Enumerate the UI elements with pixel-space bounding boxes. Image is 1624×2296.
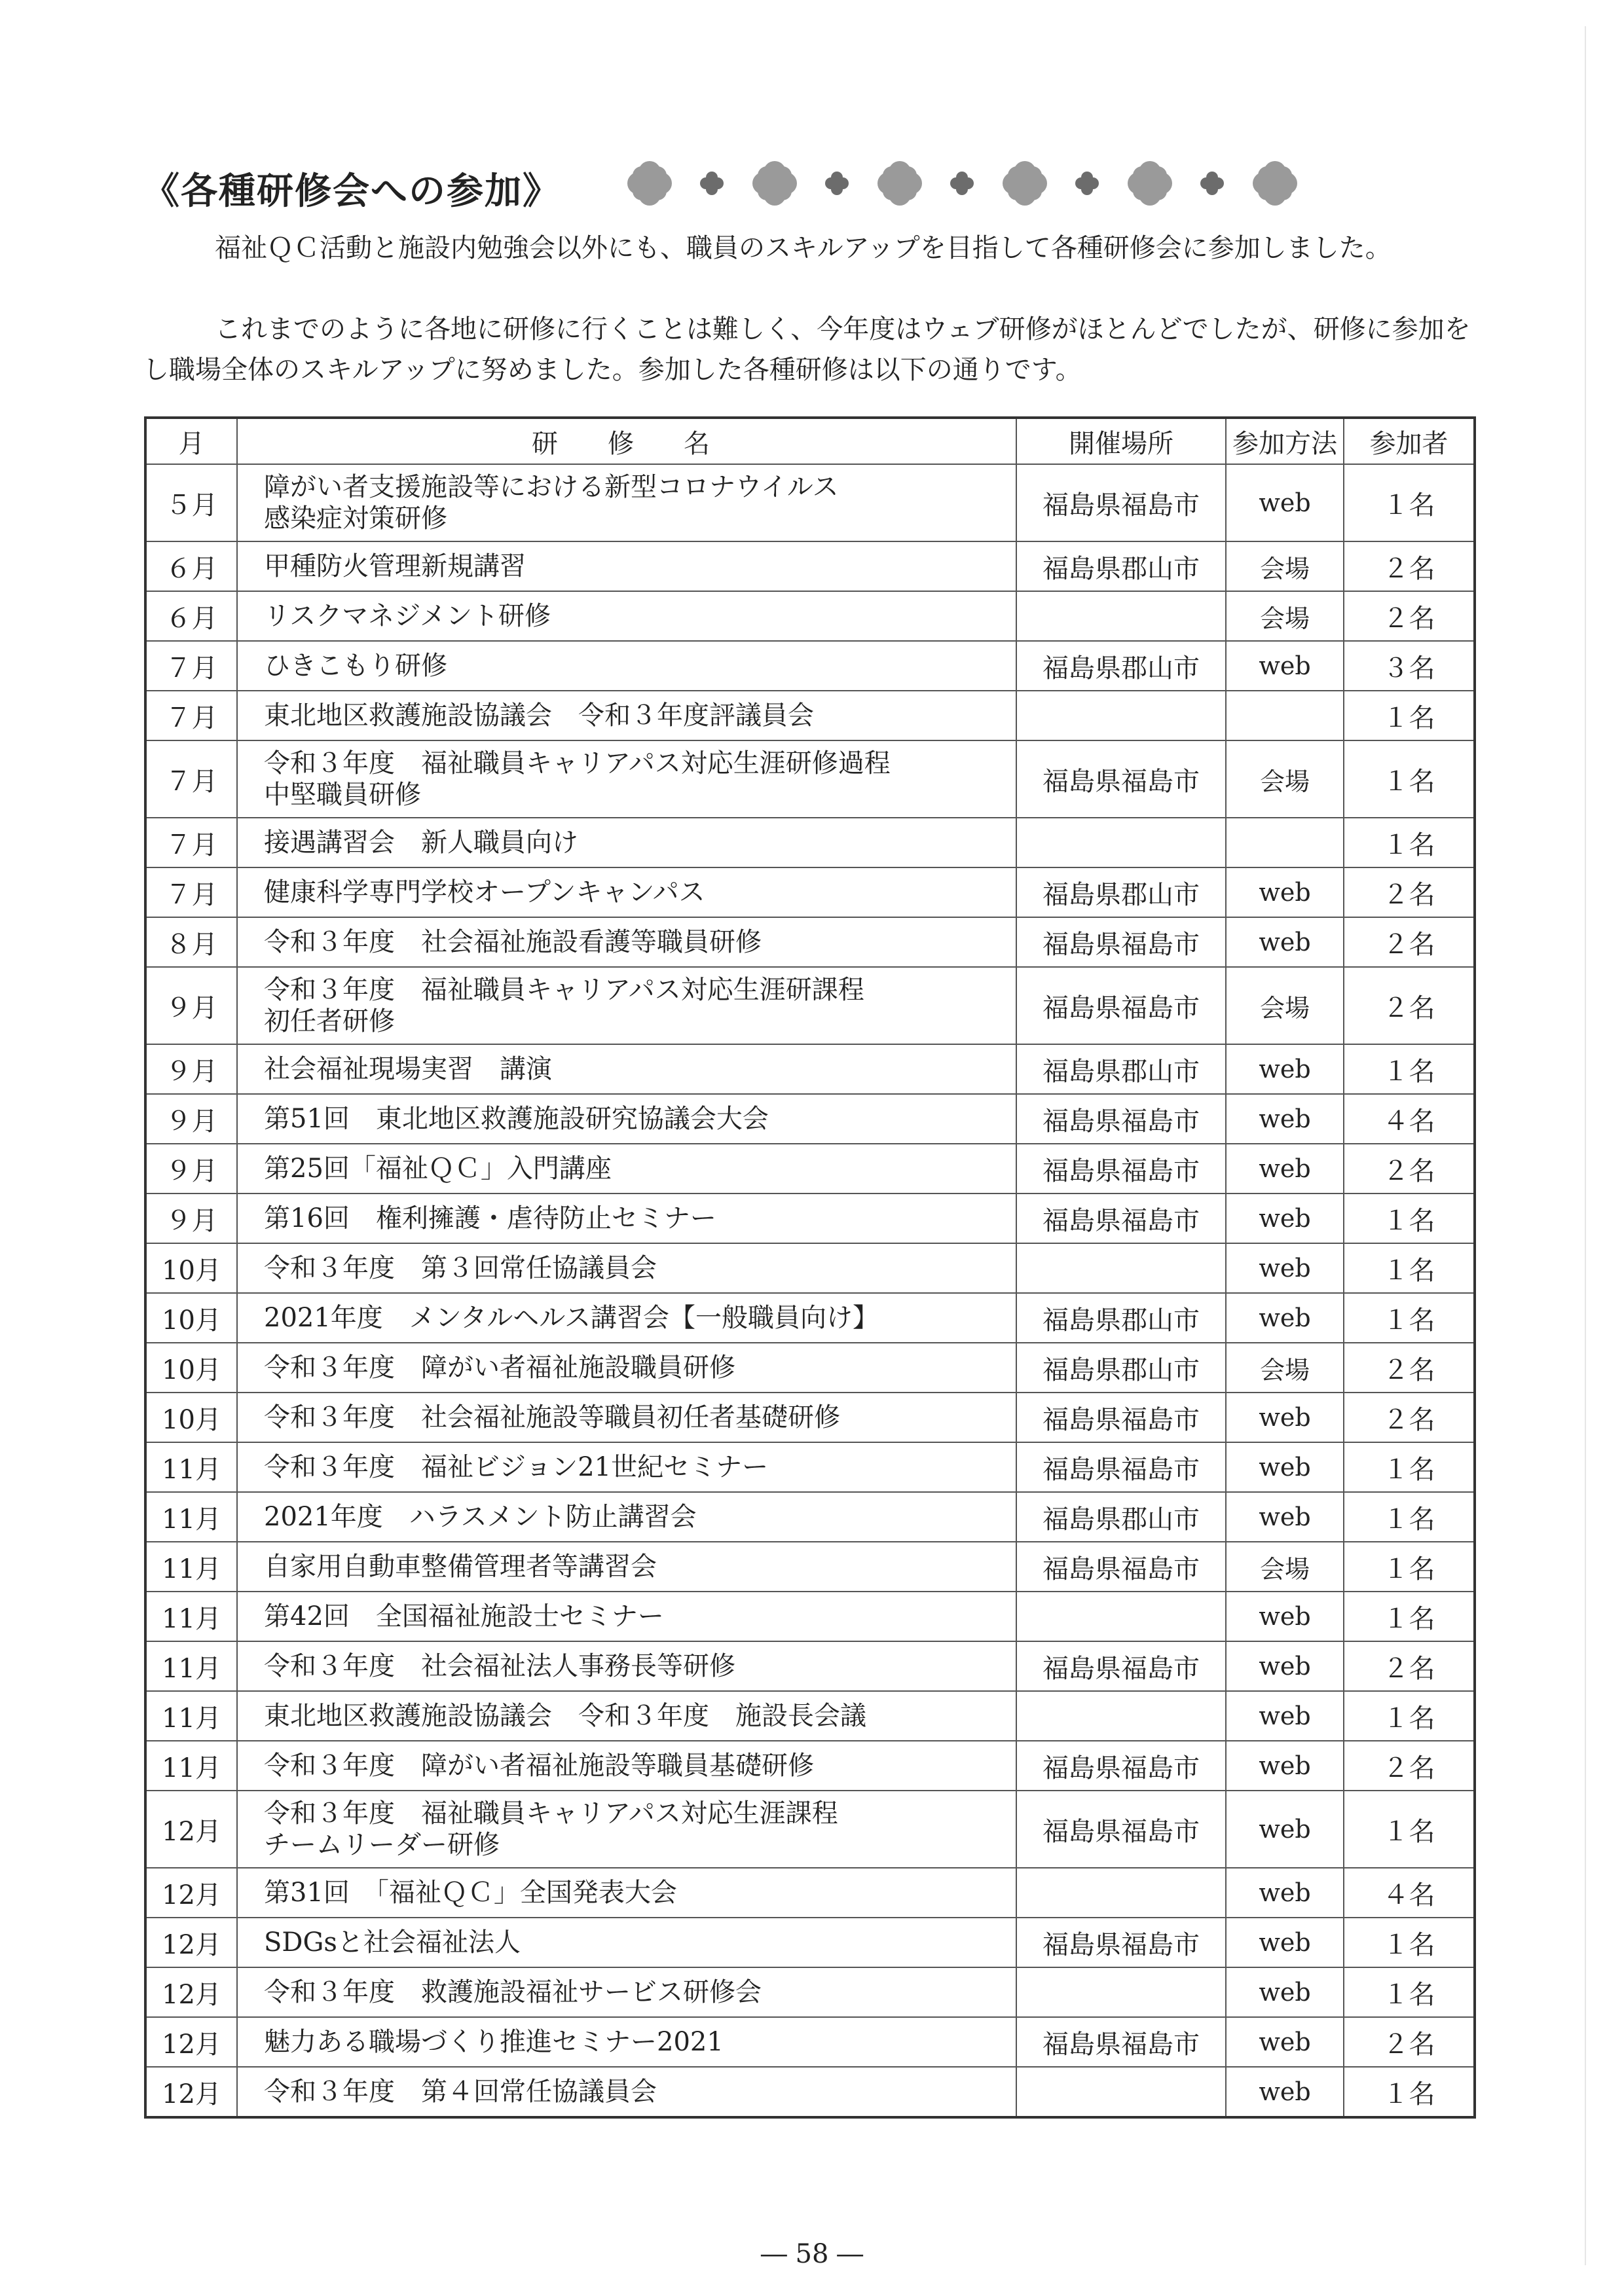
cell-venue [1016, 1691, 1226, 1741]
cell-participants: １名 [1344, 1791, 1475, 1868]
cell-venue: 福島県福島市 [1016, 464, 1226, 541]
cell-venue: 福島県郡山市 [1016, 1293, 1226, 1343]
training-name-line: 第25回「福祉ＱＣ」入門講座 [264, 1154, 612, 1184]
cell-method: web [1226, 1144, 1344, 1194]
cell-participants: ２名 [1344, 1343, 1475, 1393]
cell-training-name [237, 1592, 1016, 1641]
cell-method: 会場 [1226, 1542, 1344, 1592]
cell-training-name [237, 1442, 1016, 1492]
header-participants: 参加者 [1344, 418, 1475, 464]
cell-month: 12月 [145, 1868, 237, 1918]
cell-month: 10月 [145, 1343, 237, 1393]
table-row [145, 1868, 1475, 1918]
header-method: 参加方法 [1226, 418, 1344, 464]
cell-method: web [1226, 1868, 1344, 1918]
cell-method: web [1226, 1967, 1344, 2017]
table-row [145, 1791, 1475, 1868]
cell-method: 会場 [1226, 967, 1344, 1044]
cell-training-name [237, 740, 1016, 818]
cell-venue: 福島県郡山市 [1016, 867, 1226, 917]
cell-training-name [237, 464, 1016, 541]
training-name-line: 魅力ある職場づくり推進セミナー2021 [264, 2027, 724, 2057]
training-name-line: 障がい者支援施設等における新型コロナウイルス [264, 472, 839, 502]
cell-venue: 福島県福島市 [1016, 1194, 1226, 1243]
cell-method: web [1226, 1293, 1344, 1343]
training-name-line: 中堅職員研修 [264, 780, 421, 810]
cell-month: 11月 [145, 1442, 237, 1492]
cell-month: 11月 [145, 1592, 237, 1641]
cell-month: ７月 [145, 867, 237, 917]
table-row [145, 1094, 1475, 1144]
table-row [145, 1343, 1475, 1393]
training-name-line: 健康科学専門学校オープンキャンパス [264, 877, 705, 907]
table-row [145, 867, 1475, 917]
cell-month: ９月 [145, 1044, 237, 1094]
cell-training-name [237, 818, 1016, 867]
cell-month: 11月 [145, 1691, 237, 1741]
cell-participants: １名 [1344, 1967, 1475, 2017]
cell-training-name [237, 1144, 1016, 1194]
training-name-line: チームリーダー研修 [264, 1830, 500, 1860]
table-row [145, 1393, 1475, 1442]
training-name-line: 2021年度 メンタルヘルス講習会【一般職員向け】 [264, 1303, 879, 1333]
cell-training-name [237, 1542, 1016, 1592]
training-name-line: 令和３年度 社会福祉施設看護等職員研修 [264, 927, 762, 957]
clover-icon [1003, 161, 1047, 206]
cell-training-name [237, 1243, 1016, 1293]
asterisk-icon [825, 172, 849, 195]
table-row [145, 740, 1475, 818]
cell-participants: ２名 [1344, 917, 1475, 967]
cell-month: ９月 [145, 967, 237, 1044]
asterisk-icon [700, 172, 724, 195]
header-month: 月 [145, 418, 237, 464]
cell-method [1226, 818, 1344, 867]
training-name-line: 令和３年度 社会福祉施設等職員初任者基礎研修 [264, 1402, 840, 1432]
table-row [145, 1044, 1475, 1094]
cell-month: 10月 [145, 1293, 237, 1343]
clover-icon [627, 161, 672, 206]
cell-method: web [1226, 1044, 1344, 1094]
training-name-line: 第31回 「福祉ＱＣ」全国発表大会 [264, 1878, 677, 1908]
cell-month: 12月 [145, 1791, 237, 1868]
table-row [145, 818, 1475, 867]
training-name-line: 第51回 東北地区救護施設研究協議会大会 [264, 1104, 769, 1134]
training-name-line: 東北地区救護施設協議会 令和３年度 施設長会議 [264, 1701, 866, 1731]
cell-month: 11月 [145, 1741, 237, 1791]
table-row [145, 691, 1475, 740]
cell-month: 10月 [145, 1243, 237, 1293]
cell-method: web [1226, 1492, 1344, 1542]
table-row [145, 917, 1475, 967]
training-name-line: 感染症対策研修 [264, 503, 447, 534]
cell-participants: １名 [1344, 1691, 1475, 1741]
cell-venue: 福島県郡山市 [1016, 1044, 1226, 1094]
page-edge-line [1585, 26, 1586, 2265]
training-name-line: 2021年度 ハラスメント防止講習会 [264, 1502, 697, 1532]
cell-training-name [237, 1741, 1016, 1791]
cell-training-name [237, 1791, 1016, 1868]
cell-training-name [237, 1343, 1016, 1393]
cell-method: web [1226, 1243, 1344, 1293]
training-name-line: SDGsと社会福祉法人 [264, 1927, 521, 1958]
cell-method: web [1226, 1791, 1344, 1868]
cell-training-name [237, 917, 1016, 967]
cell-venue: 福島県福島市 [1016, 2017, 1226, 2067]
table-row [145, 2067, 1475, 2117]
cell-training-name [237, 541, 1016, 591]
intro-paragraph-1: 福祉ＱＣ活動と施設内勉強会以外にも、職員のスキルアップを目指して各種研修会に参加しました。 [215, 233, 1392, 263]
table-row [145, 1967, 1475, 2017]
cell-month: 12月 [145, 2067, 237, 2117]
cell-participants: １名 [1344, 2067, 1475, 2117]
cell-month: 10月 [145, 1393, 237, 1442]
clover-decoration [616, 145, 1349, 217]
cell-month: 12月 [145, 2017, 237, 2067]
cell-venue: 福島県福島市 [1016, 1542, 1226, 1592]
cell-method: web [1226, 2067, 1344, 2117]
cell-training-name [237, 1293, 1016, 1343]
cell-method: web [1226, 641, 1344, 691]
cell-method: web [1226, 1691, 1344, 1741]
cell-participants: １名 [1344, 1243, 1475, 1293]
cell-venue: 福島県福島市 [1016, 1442, 1226, 1492]
cell-venue [1016, 691, 1226, 740]
cell-participants: ２名 [1344, 541, 1475, 591]
cell-venue: 福島県郡山市 [1016, 1492, 1226, 1542]
cell-training-name [237, 2017, 1016, 2067]
cell-venue: 福島県福島市 [1016, 1393, 1226, 1442]
cell-training-name [237, 2067, 1016, 2117]
cell-participants: ２名 [1344, 591, 1475, 641]
cell-training-name [237, 591, 1016, 641]
training-name-line: 令和３年度 福祉職員キャリアパス対応生涯課程 [264, 1798, 838, 1829]
training-name-line: ひきこもり研修 [264, 651, 447, 681]
table-row [145, 641, 1475, 691]
cell-month: ６月 [145, 541, 237, 591]
cell-participants: １名 [1344, 1592, 1475, 1641]
cell-method: web [1226, 1741, 1344, 1791]
cell-method: web [1226, 1592, 1344, 1641]
cell-venue: 福島県福島市 [1016, 967, 1226, 1044]
cell-month: 11月 [145, 1542, 237, 1592]
cell-venue: 福島県福島市 [1016, 1741, 1226, 1791]
cell-venue: 福島県福島市 [1016, 1094, 1226, 1144]
cell-training-name [237, 1918, 1016, 1967]
table-row [145, 1144, 1475, 1194]
cell-month: ９月 [145, 1144, 237, 1194]
clover-icon [752, 161, 797, 206]
training-name-line: 社会福祉現場実習 講演 [264, 1054, 552, 1084]
cell-month: 11月 [145, 1492, 237, 1542]
cell-month: ８月 [145, 917, 237, 967]
cell-method [1226, 691, 1344, 740]
training-name-line: 令和３年度 障がい者福祉施設等職員基礎研修 [264, 1751, 814, 1781]
page-number: ― 58 ― [760, 2239, 864, 2269]
training-name-line: 東北地区救護施設協議会 令和３年度評議員会 [264, 701, 814, 731]
cell-training-name [237, 867, 1016, 917]
clover-icon [1128, 161, 1172, 206]
table-row [145, 1542, 1475, 1592]
table-row [145, 464, 1475, 541]
training-name-line: 令和３年度 救護施設福祉サービス研修会 [264, 1977, 762, 2007]
cell-participants: ３名 [1344, 641, 1475, 691]
cell-venue [1016, 1592, 1226, 1641]
cell-month: ７月 [145, 740, 237, 818]
table-row [145, 1243, 1475, 1293]
cell-participants: １名 [1344, 1044, 1475, 1094]
cell-participants: ２名 [1344, 1393, 1475, 1442]
section-heading: 《各種研修会への参加》 [143, 170, 561, 213]
table-row [145, 1918, 1475, 1967]
training-name-line: 令和３年度 第３回常任協議員会 [264, 1253, 657, 1283]
training-name-line: 令和３年度 社会福祉法人事務長等研修 [264, 1651, 735, 1681]
training-name-line: 令和３年度 福祉職員キャリアパス対応生涯研課程 [264, 975, 864, 1005]
training-name-line: 令和３年度 福祉ビジョン21世紀セミナー [264, 1452, 769, 1482]
cell-method: web [1226, 1393, 1344, 1442]
cell-month: 11月 [145, 1641, 237, 1691]
clover-icon [1253, 161, 1297, 206]
training-name-line: 初任者研修 [264, 1006, 395, 1036]
cell-participants: １名 [1344, 818, 1475, 867]
cell-participants: ２名 [1344, 2017, 1475, 2067]
training-name-line: 令和３年度 障がい者福祉施設職員研修 [264, 1353, 735, 1383]
training-name-line: 自家用自動車整備管理者等講習会 [264, 1552, 657, 1582]
header-venue: 開催場所 [1016, 418, 1226, 464]
training-name-line: 第42回 全国福祉施設士セミナー [264, 1601, 664, 1631]
cell-month: ６月 [145, 591, 237, 641]
asterisk-icon [950, 172, 974, 195]
cell-venue: 福島県福島市 [1016, 1918, 1226, 1967]
cell-venue [1016, 2067, 1226, 2117]
table-row [145, 1691, 1475, 1741]
cell-method: 会場 [1226, 1343, 1344, 1393]
cell-venue: 福島県福島市 [1016, 740, 1226, 818]
cell-training-name [237, 691, 1016, 740]
training-name-line: 甲種防火管理新規講習 [264, 551, 526, 581]
cell-participants: １名 [1344, 1542, 1475, 1592]
table-row [145, 1492, 1475, 1542]
cell-venue: 福島県郡山市 [1016, 641, 1226, 691]
cell-method: web [1226, 1194, 1344, 1243]
cell-training-name [237, 1492, 1016, 1542]
cell-training-name [237, 1044, 1016, 1094]
cell-participants: １名 [1344, 1918, 1475, 1967]
cell-venue: 福島県郡山市 [1016, 1343, 1226, 1393]
training-name-line: リスクマネジメント研修 [264, 601, 551, 631]
cell-method: web [1226, 1641, 1344, 1691]
table-row [145, 1641, 1475, 1691]
table-row [145, 591, 1475, 641]
cell-participants: ４名 [1344, 1094, 1475, 1144]
training-table [144, 416, 1476, 2119]
clover-icon [877, 161, 922, 206]
cell-method: web [1226, 1442, 1344, 1492]
training-name-line: 令和３年度 福祉職員キャリアパス対応生涯研修過程 [264, 748, 891, 778]
cell-method: 会場 [1226, 541, 1344, 591]
cell-participants: ２名 [1344, 867, 1475, 917]
table-row [145, 967, 1475, 1044]
cell-method: web [1226, 464, 1344, 541]
cell-method: web [1226, 917, 1344, 967]
cell-month: ７月 [145, 641, 237, 691]
training-name-line: 令和３年度 第４回常任協議員会 [264, 2077, 657, 2107]
cell-participants: ２名 [1344, 1641, 1475, 1691]
cell-month: ７月 [145, 691, 237, 740]
cell-method: 会場 [1226, 591, 1344, 641]
cell-training-name [237, 1691, 1016, 1741]
cell-venue: 福島県郡山市 [1016, 541, 1226, 591]
cell-participants: ２名 [1344, 967, 1475, 1044]
cell-participants: ２名 [1344, 1741, 1475, 1791]
cell-venue [1016, 1868, 1226, 1918]
cell-participants: １名 [1344, 1293, 1475, 1343]
table-row [145, 1194, 1475, 1243]
cell-venue: 福島県福島市 [1016, 917, 1226, 967]
training-name-line: 第16回 権利擁護・虐待防止セミナー [264, 1203, 716, 1233]
cell-venue [1016, 1243, 1226, 1293]
cell-venue: 福島県福島市 [1016, 1641, 1226, 1691]
cell-participants: １名 [1344, 740, 1475, 818]
cell-participants: １名 [1344, 691, 1475, 740]
cell-participants: ４名 [1344, 1868, 1475, 1918]
cell-training-name [237, 1194, 1016, 1243]
table-row [145, 2017, 1475, 2067]
cell-method: web [1226, 1094, 1344, 1144]
table-row [145, 1442, 1475, 1492]
cell-venue [1016, 591, 1226, 641]
cell-month: ７月 [145, 818, 237, 867]
cell-month: ５月 [145, 464, 237, 541]
cell-training-name [237, 1641, 1016, 1691]
cell-month: 12月 [145, 1967, 237, 2017]
cell-method: web [1226, 867, 1344, 917]
cell-participants: １名 [1344, 1492, 1475, 1542]
table-row [145, 1741, 1475, 1791]
table-header-row [145, 418, 1475, 464]
cell-training-name [237, 1393, 1016, 1442]
cell-training-name [237, 1094, 1016, 1144]
table-row [145, 1592, 1475, 1641]
cell-participants: ２名 [1344, 1144, 1475, 1194]
cell-participants: １名 [1344, 464, 1475, 541]
cell-method: web [1226, 2017, 1344, 2067]
header-training-name: 研 修 名 [237, 418, 1016, 464]
cell-participants: １名 [1344, 1194, 1475, 1243]
intro-paragraph-2: これまでのように各地に研修に行くことは難しく、今年度はウェブ研修がほとんどでしたが、研修に参加をし職場全体のスキルアップに努めました。参加した各種研修は以下の通りです。 [143, 314, 1471, 385]
cell-month: ９月 [145, 1194, 237, 1243]
table-row [145, 1293, 1475, 1343]
cell-training-name [237, 1868, 1016, 1918]
cell-method: 会場 [1226, 740, 1344, 818]
cell-venue [1016, 818, 1226, 867]
cell-training-name [237, 641, 1016, 691]
asterisk-icon [1075, 172, 1099, 195]
cell-training-name [237, 1967, 1016, 2017]
cell-venue [1016, 1967, 1226, 2017]
cell-venue: 福島県福島市 [1016, 1791, 1226, 1868]
cell-participants: １名 [1344, 1442, 1475, 1492]
cell-month: 12月 [145, 1918, 237, 1967]
cell-method: web [1226, 1918, 1344, 1967]
cell-training-name [237, 967, 1016, 1044]
cell-venue: 福島県福島市 [1016, 1144, 1226, 1194]
cell-month: ９月 [145, 1094, 237, 1144]
training-name-line: 接遇講習会 新人職員向け [264, 828, 578, 858]
asterisk-icon [1200, 172, 1224, 195]
table-row [145, 541, 1475, 591]
